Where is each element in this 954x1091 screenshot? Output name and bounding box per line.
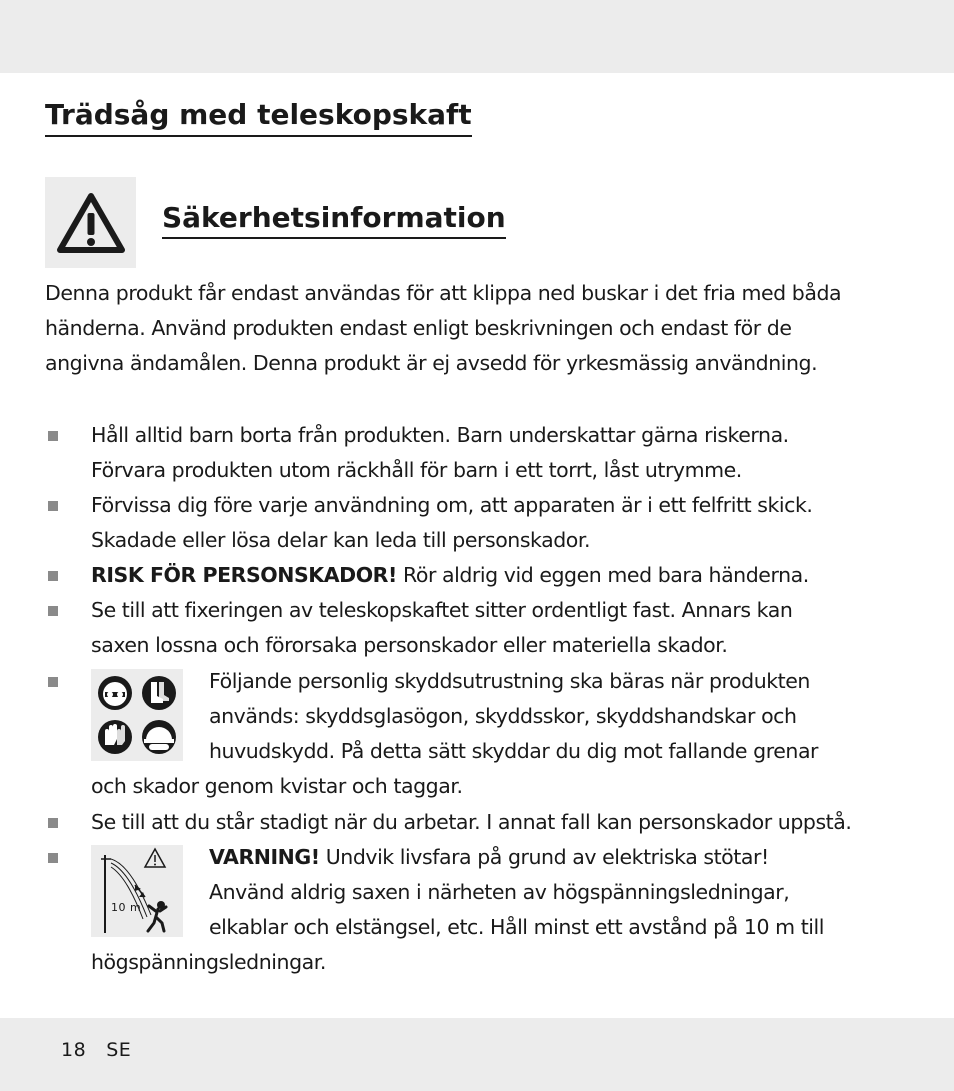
bullet-square-icon [48, 606, 58, 616]
intro-line: Denna produkt får endast användas för att klippa ned buskar i det fria med båda [45, 281, 842, 305]
document-title: Trädsåg med teleskopskaft [45, 96, 472, 137]
intro-line: angivna ändamålen. Denna produkt är ej avsedd för yrkesmässig användning. [45, 351, 818, 375]
list-item-line: Följande personlig skyddsutrustning ska bäras när produkten [209, 669, 810, 693]
list-item-text [91, 558, 809, 593]
list-item-line: Förvara produkten utom räckhåll för barn i ett torrt, låst utrymme. [91, 458, 742, 482]
bullet-square-icon [48, 677, 58, 687]
list-item-line: Använd aldrig saxen i närheten av högspänningsledningar, [209, 880, 790, 904]
list-item-line: Håll alltid barn borta från produkten. Barn underskattar gärna riskerna. [91, 423, 789, 447]
bullet-square-icon [48, 501, 58, 511]
page-number: 18 [61, 1039, 87, 1061]
list-item-text [91, 418, 789, 488]
helmet-icon [142, 720, 176, 754]
list-item-text [209, 664, 818, 769]
bullet-square-icon [48, 571, 58, 581]
list-item-line: saxen lossna och förorsaka personskador eller materiella skador. [91, 633, 728, 657]
distance-label: 10 m [111, 901, 142, 914]
bullet-square-icon [48, 853, 58, 863]
bullet-square-icon [48, 818, 58, 828]
power-line-distance-icon [91, 845, 183, 937]
list-item-line: används: skyddsglasögon, skyddsskor, skyddshandskar och [209, 704, 797, 728]
gloves-icon [98, 720, 132, 754]
list-item-line: huvudskydd. På detta sätt skyddar du dig mot fallande grenar [209, 739, 819, 763]
language-code: SE [106, 1039, 132, 1061]
list-item-line: elkablar och elstängsel, etc. Håll minst ett avstånd på 10 m till [209, 915, 825, 939]
section-heading: Säkerhetsinformation [162, 199, 506, 239]
intro-paragraph [45, 276, 841, 381]
safety-boots-icon [142, 676, 176, 710]
bullet-square-icon [48, 431, 58, 441]
risk-warning-text: Rör aldrig vid eggen med bara händerna. [396, 563, 809, 587]
footer [61, 1036, 131, 1064]
ppe-pictograms [91, 669, 183, 761]
goggles-icon [98, 676, 132, 710]
bottom-band [0, 1018, 954, 1091]
list-item-line: och skador genom kvistar och taggar. [91, 774, 463, 798]
list-item-line: Förvissa dig före varje användning om, att apparaten är i ett felfritt skick. [91, 493, 813, 517]
danger-warning-text: Undvik livsfara på grund av elektriska stötar! [319, 845, 769, 869]
danger-warning-label: VARNING! [209, 845, 320, 869]
list-item-text [91, 593, 792, 663]
list-item-text: Se till att du står stadigt när du arbetar. I annat fall kan personskador uppstå. [91, 810, 852, 834]
list-item-text [91, 488, 812, 558]
list-item-line: Se till att fixeringen av teleskopskaftet sitter ordentligt fast. Annars kan [91, 598, 793, 622]
list-item-line [209, 840, 824, 875]
warning-triangle-icon [45, 177, 136, 268]
list-item-line: Skadade eller lösa delar kan leda till personskador. [91, 528, 591, 552]
risk-warning-label: RISK FÖR PERSONSKADOR! [91, 563, 397, 587]
list-item-line: högspänningsledningar. [91, 950, 326, 974]
list-item-text [209, 840, 824, 945]
top-band [0, 0, 954, 73]
intro-line: händerna. Använd produkten endast enligt beskrivningen och endast för de [45, 316, 792, 340]
